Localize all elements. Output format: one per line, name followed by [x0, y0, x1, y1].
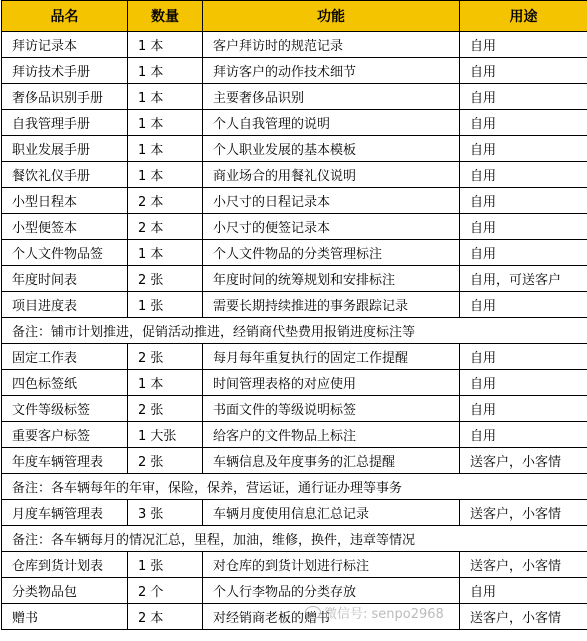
cell-use: 自用	[460, 344, 587, 370]
cell-name: 分类物品包	[2, 578, 128, 604]
cell-function: 车辆月度使用信息汇总记录	[203, 500, 460, 526]
cell-name: 职业发展手册	[2, 136, 128, 162]
table-body	[2, 32, 587, 630]
cell-qty: 2 本	[128, 188, 203, 214]
cell-qty: 1 张	[128, 292, 203, 318]
table-row	[2, 292, 587, 318]
cell-name: 固定工作表	[2, 344, 128, 370]
cell-qty: 1 本	[128, 136, 203, 162]
cell-use: 自用	[460, 58, 587, 84]
cell-name: 赠书	[2, 604, 128, 630]
header-name: 品名	[2, 1, 128, 32]
table-row	[2, 344, 587, 370]
table-row	[2, 500, 587, 526]
cell-name: 月度车辆管理表	[2, 500, 128, 526]
cell-use: 自用	[460, 396, 587, 422]
cell-name: 餐饮礼仪手册	[2, 162, 128, 188]
wechat-icon	[305, 606, 321, 619]
cell-qty: 1 本	[128, 240, 203, 266]
cell-name: 文件等级标签	[2, 396, 128, 422]
cell-use: 自用	[460, 292, 587, 318]
header-qty: 数量	[128, 1, 203, 32]
cell-qty: 1 本	[128, 84, 203, 110]
table-row	[2, 214, 587, 240]
cell-function: 小尺寸的日程记录本	[203, 188, 460, 214]
cell-use: 送客户，小客情	[460, 448, 587, 474]
table-row	[2, 396, 587, 422]
cell-qty: 2 本	[128, 214, 203, 240]
cell-name: 项目进度表	[2, 292, 128, 318]
cell-name: 拜访记录本	[2, 32, 128, 58]
cell-function: 车辆信息及年度事务的汇总提醒	[203, 448, 460, 474]
note-text: 备注：各车辆每年的年审，保险，保养，营运证，通行证办理等事务	[2, 474, 587, 500]
cell-use: 自用	[460, 370, 587, 396]
cell-qty: 1 本	[128, 370, 203, 396]
header-function: 功能	[203, 1, 460, 32]
cell-use: 自用	[460, 84, 587, 110]
cell-qty: 2 张	[128, 266, 203, 292]
table-row	[2, 188, 587, 214]
cell-qty: 1 本	[128, 58, 203, 84]
note-text: 备注：各车辆每月的情况汇总，里程，加油，维修，换件，违章等情况	[2, 526, 587, 552]
cell-function: 拜访客户的动作技术细节	[203, 58, 460, 84]
cell-qty: 1 张	[128, 552, 203, 578]
cell-name: 重要客户标签	[2, 422, 128, 448]
cell-name: 仓库到货计划表	[2, 552, 128, 578]
table-row	[2, 266, 587, 292]
cell-use: 自用	[460, 422, 587, 448]
cell-qty: 3 张	[128, 500, 203, 526]
table-row	[2, 448, 587, 474]
cell-qty: 2 个	[128, 578, 203, 604]
cell-use: 自用	[460, 162, 587, 188]
cell-name: 小型日程本	[2, 188, 128, 214]
cell-use: 自用	[460, 240, 587, 266]
cell-name: 年度车辆管理表	[2, 448, 128, 474]
cell-name: 奢侈品识别手册	[2, 84, 128, 110]
table-row	[2, 240, 587, 266]
cell-name: 个人文件物品签	[2, 240, 128, 266]
cell-use: 自用	[460, 188, 587, 214]
watermark-text: 微信号: senpo2968	[324, 607, 444, 622]
cell-function: 对经销商老板的赠书	[203, 604, 460, 630]
cell-use: 送客户，小客情	[460, 604, 587, 630]
table-row	[2, 58, 587, 84]
cell-function: 个人行李物品的分类存放	[203, 578, 460, 604]
table-row	[2, 578, 587, 604]
cell-qty: 1 大张	[128, 422, 203, 448]
header-use: 用途	[460, 1, 587, 32]
cell-function: 个人职业发展的基本模板	[203, 136, 460, 162]
note-text: 备注：铺市计划推进，促销活动推进，经销商代垫费用报销进度标注等	[2, 318, 587, 344]
table-row	[2, 110, 587, 136]
cell-function: 给客户的文件物品上标注	[203, 422, 460, 448]
table-row	[2, 370, 587, 396]
cell-qty: 2 张	[128, 396, 203, 422]
cell-qty: 2 张	[128, 344, 203, 370]
cell-use: 自用	[460, 578, 587, 604]
table-row	[2, 552, 587, 578]
note-row	[2, 318, 587, 344]
cell-name: 拜访技术手册	[2, 58, 128, 84]
cell-function: 客户拜访时的规范记录	[203, 32, 460, 58]
table-row	[2, 162, 587, 188]
cell-qty: 1 本	[128, 110, 203, 136]
cell-use: 自用	[460, 214, 587, 240]
cell-function: 商业场合的用餐礼仪说明	[203, 162, 460, 188]
cell-name: 四色标签纸	[2, 370, 128, 396]
note-row	[2, 474, 587, 500]
cell-use: 送客户，小客情	[460, 500, 587, 526]
header-row	[2, 1, 587, 32]
cell-qty: 2 张	[128, 448, 203, 474]
table-row	[2, 136, 587, 162]
cell-function: 对仓库的到货计划进行标注	[203, 552, 460, 578]
cell-name: 自我管理手册	[2, 110, 128, 136]
table-row	[2, 32, 587, 58]
supplies-table	[1, 0, 587, 630]
cell-qty: 1 本	[128, 162, 203, 188]
watermark	[305, 603, 444, 622]
cell-qty: 1 本	[128, 32, 203, 58]
table-row	[2, 422, 587, 448]
cell-function: 个人自我管理的说明	[203, 110, 460, 136]
cell-function: 主要奢侈品识别	[203, 84, 460, 110]
cell-use: 自用，可送客户	[460, 266, 587, 292]
cell-use: 自用	[460, 110, 587, 136]
cell-name: 小型便签本	[2, 214, 128, 240]
cell-function: 每月每年重复执行的固定工作提醒	[203, 344, 460, 370]
cell-function: 个人文件物品的分类管理标注	[203, 240, 460, 266]
cell-use: 自用	[460, 136, 587, 162]
cell-function: 年度时间的统筹规划和安排标注	[203, 266, 460, 292]
cell-function: 书面文件的等级说明标签	[203, 396, 460, 422]
cell-use: 自用	[460, 32, 587, 58]
cell-qty: 2 本	[128, 604, 203, 630]
table-row	[2, 604, 587, 630]
table-row	[2, 84, 587, 110]
note-row	[2, 526, 587, 552]
cell-function: 小尺寸的便签记录本	[203, 214, 460, 240]
cell-name: 年度时间表	[2, 266, 128, 292]
cell-use: 送客户，小客情	[460, 552, 587, 578]
cell-function: 需要长期持续推进的事务跟踪记录	[203, 292, 460, 318]
cell-function: 时间管理表格的对应使用	[203, 370, 460, 396]
